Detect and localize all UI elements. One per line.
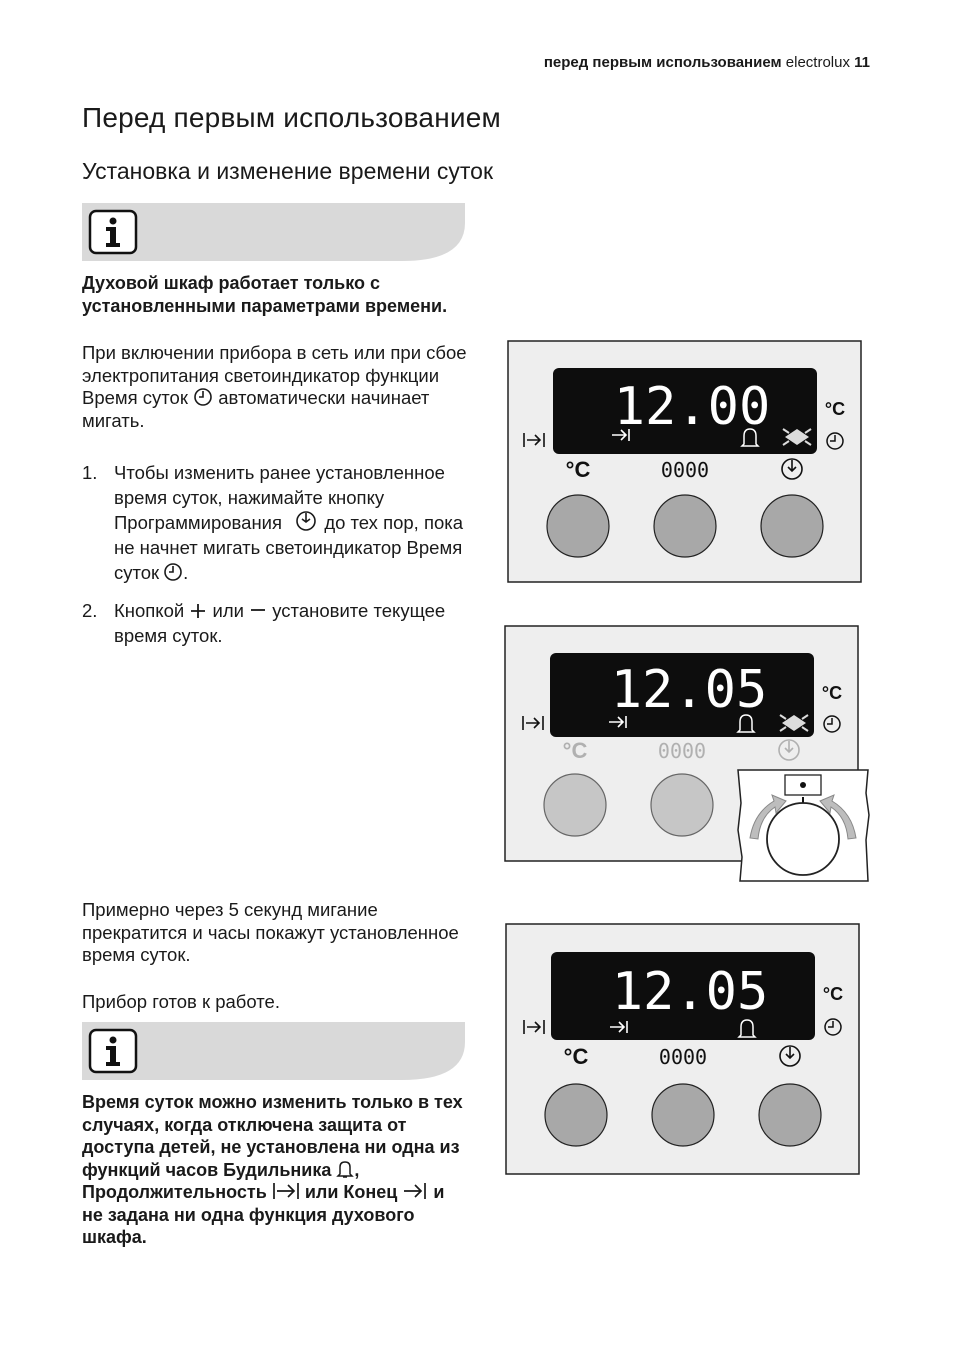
clock-icon [193, 387, 213, 407]
header-section: перед первым использованием [543, 54, 782, 71]
control-panel [507, 340, 863, 585]
note-text: или Конец [304, 1182, 398, 1202]
temperature-button[interactable] [544, 774, 606, 836]
time-display: 12.05 [610, 660, 768, 720]
page-header [544, 54, 870, 71]
step-text: Чтобы изменить ранее установленное время суток, нажимайте кнопку Программирования [114, 462, 445, 533]
note-text: , Продолжительность [82, 1159, 360, 1202]
warning-note [82, 1091, 467, 1249]
time-display: 12.00 [613, 377, 771, 437]
control-panel [505, 923, 861, 1176]
time-display: 12.05 [611, 962, 769, 1022]
temperature-label: °C [565, 457, 591, 482]
program-button[interactable] [652, 1084, 714, 1146]
page-number: 11 [854, 54, 870, 71]
plus-icon [189, 602, 207, 620]
temperature-label: °C [563, 1044, 589, 1069]
step-item [82, 460, 477, 585]
steps-list [82, 460, 477, 661]
info-bar [82, 203, 465, 261]
note-text: и не задана ни одна функция духового шкафа. [82, 1182, 445, 1247]
info-icon [90, 1030, 136, 1072]
program-button-icon [295, 510, 317, 532]
program-label: 0000 [658, 1045, 708, 1069]
temperature-button[interactable] [547, 495, 609, 557]
page-title: Перед первым использованием [82, 102, 501, 133]
knob-zoom-inset [738, 770, 869, 881]
duration-icon [272, 1181, 300, 1201]
intro-text-end: автоматически начинает мигать. [82, 387, 430, 431]
unit-label: °C [824, 399, 846, 419]
step-text: . [183, 562, 189, 583]
temperature-button[interactable] [545, 1084, 607, 1146]
rotary-knob[interactable] [767, 803, 839, 875]
intro-paragraph [82, 342, 477, 432]
step-text: установите текущее время суток. [114, 600, 446, 646]
section-title: Установка и изменение времени суток [82, 158, 494, 184]
step-text: до тех пор, пока не начнет мигать светоиндикатор Время суток [114, 512, 464, 583]
end-time-icon [402, 1181, 428, 1201]
note-text: Духовой шкаф работает только с установленными параметрами времени. [82, 273, 448, 316]
step-item [82, 598, 477, 648]
clock-button[interactable] [759, 1084, 821, 1146]
clock-button[interactable] [761, 495, 823, 557]
step-text: Кнопкой [114, 600, 185, 621]
info-icon [90, 211, 136, 253]
unit-label: °C [822, 984, 844, 1004]
info-bar [82, 1022, 465, 1080]
minus-icon [249, 602, 267, 620]
step-text: или [212, 600, 244, 621]
temperature-label: °C [562, 738, 588, 763]
program-button[interactable] [651, 774, 713, 836]
program-button[interactable] [654, 495, 716, 557]
header-brand: electrolux [785, 54, 850, 71]
program-label: 0000 [660, 458, 710, 482]
ready-paragraph: Прибор готов к работе. [82, 991, 280, 1012]
clock-icon [163, 562, 183, 582]
program-label: 0000 [657, 739, 707, 763]
control-panel [504, 625, 870, 883]
after-paragraph: Примерно через 5 секунд мигание прекратится и часы покажут установленное время суток. [82, 899, 459, 965]
intro-text: При включении прибора в сеть или при сбое электропитания светоиндикатор функции Время суток [82, 342, 467, 408]
step-number: 1. [82, 462, 98, 483]
unit-label: °C [821, 683, 843, 703]
bell-icon [336, 1159, 354, 1179]
flashing-indicator [780, 715, 808, 731]
note-text: Время суток можно изменить только в тех случаях, когда отключена защита от доступа детей, не установлена ни одна из функций часов Будильника [82, 1092, 463, 1180]
flashing-indicator [783, 429, 811, 445]
step-number: 2. [82, 600, 98, 621]
